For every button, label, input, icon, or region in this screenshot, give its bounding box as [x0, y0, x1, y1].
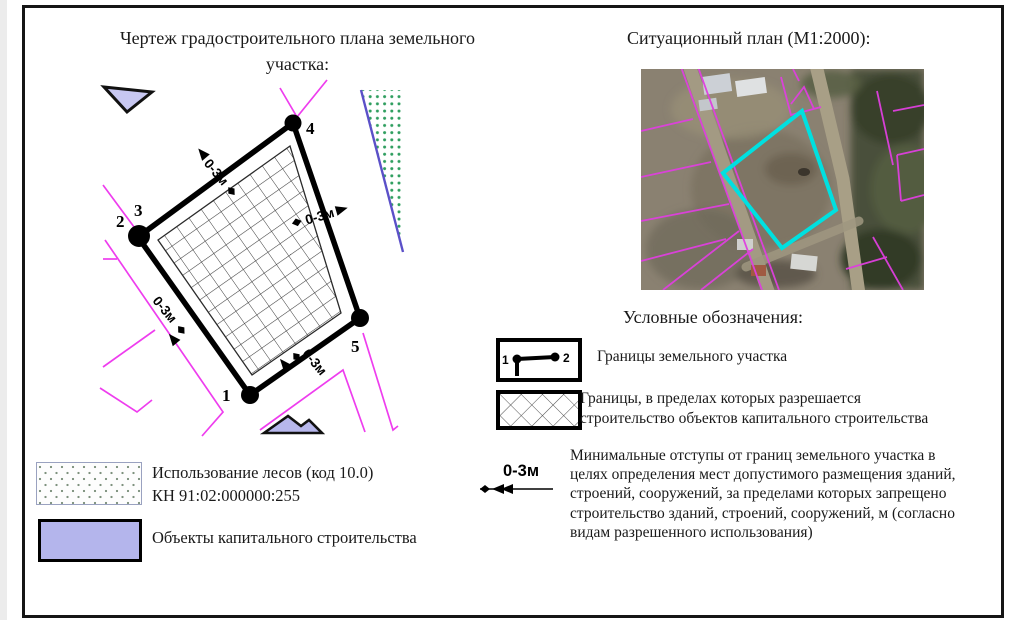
- offsets-line3: строений, сооружений, за пределами которых запрещено: [570, 485, 947, 503]
- legend-label-buildable-area: [580, 389, 1010, 429]
- page-edge: [0, 0, 7, 620]
- vertex-label-5: 5: [351, 337, 360, 356]
- legend-symbol-plot-boundary: [496, 338, 582, 382]
- svg-text:0-3м: 0-3м: [299, 346, 330, 379]
- legend-offset-value: 0-3м: [503, 462, 540, 480]
- drawing-title-line2: участка:: [265, 54, 330, 74]
- legend-label-buildable-line1: Границы, в пределах которых разрешается: [580, 390, 862, 407]
- legend-label-plot-boundary: Границы земельного участка: [597, 348, 788, 365]
- legend-symbol-forest-use: [36, 462, 142, 505]
- legend-label-buildable-line2: строительство объектов капитального строительства: [580, 410, 929, 427]
- legend-symbol-point1: 1: [502, 353, 509, 367]
- capital-object-building: [264, 416, 322, 433]
- offsets-line4: строительство зданий, строений, сооружений, м (согласно: [570, 504, 955, 522]
- situational-plan-title: Ситуационный план (М1:2000):: [627, 28, 871, 48]
- legend-symbol-buildable-area: [496, 390, 582, 430]
- vertex-label-3: 3: [134, 201, 143, 220]
- situational-plan-photo: [641, 69, 924, 290]
- vertex-label-2: 2: [116, 212, 125, 231]
- offsets-line5: видам разрешенного использования): [570, 523, 813, 541]
- legend-symbol-capital-objects: [38, 519, 142, 562]
- forest-use-area: [361, 90, 403, 252]
- legend-label-offsets: [570, 446, 1010, 542]
- drawing-title-line1: Чертеж градостроительного плана земельного: [119, 28, 475, 48]
- legend-symbol-point2: 2: [563, 351, 570, 365]
- legend-title: Условные обозначения:: [623, 307, 804, 327]
- offsets-line2: целях определения мест допустимого размещения зданий,: [570, 466, 956, 484]
- vertex-label-4: 4: [306, 119, 315, 138]
- forest-use-line1: Использование лесов (код 10.0): [152, 463, 374, 482]
- legend-symbol-offsets: [470, 450, 570, 500]
- legend-label-capital-objects: Объекты капитального строительства: [152, 528, 417, 547]
- vertex-label-1: 1: [222, 386, 231, 405]
- svg-text:0-3м: 0-3м: [149, 293, 181, 326]
- svg-text:0-3м: 0-3м: [201, 156, 232, 189]
- svg-text:0-3м: 0-3м: [303, 204, 336, 228]
- forest-use-line2: КН 91:02:000000:255: [152, 486, 301, 505]
- offsets-line1: Минимальные отступы от границ земельного участка в: [570, 447, 936, 464]
- land-plot-drawing: [30, 70, 450, 455]
- legend-label-forest-use: [152, 461, 373, 507]
- capital-object-triangle: [104, 87, 152, 112]
